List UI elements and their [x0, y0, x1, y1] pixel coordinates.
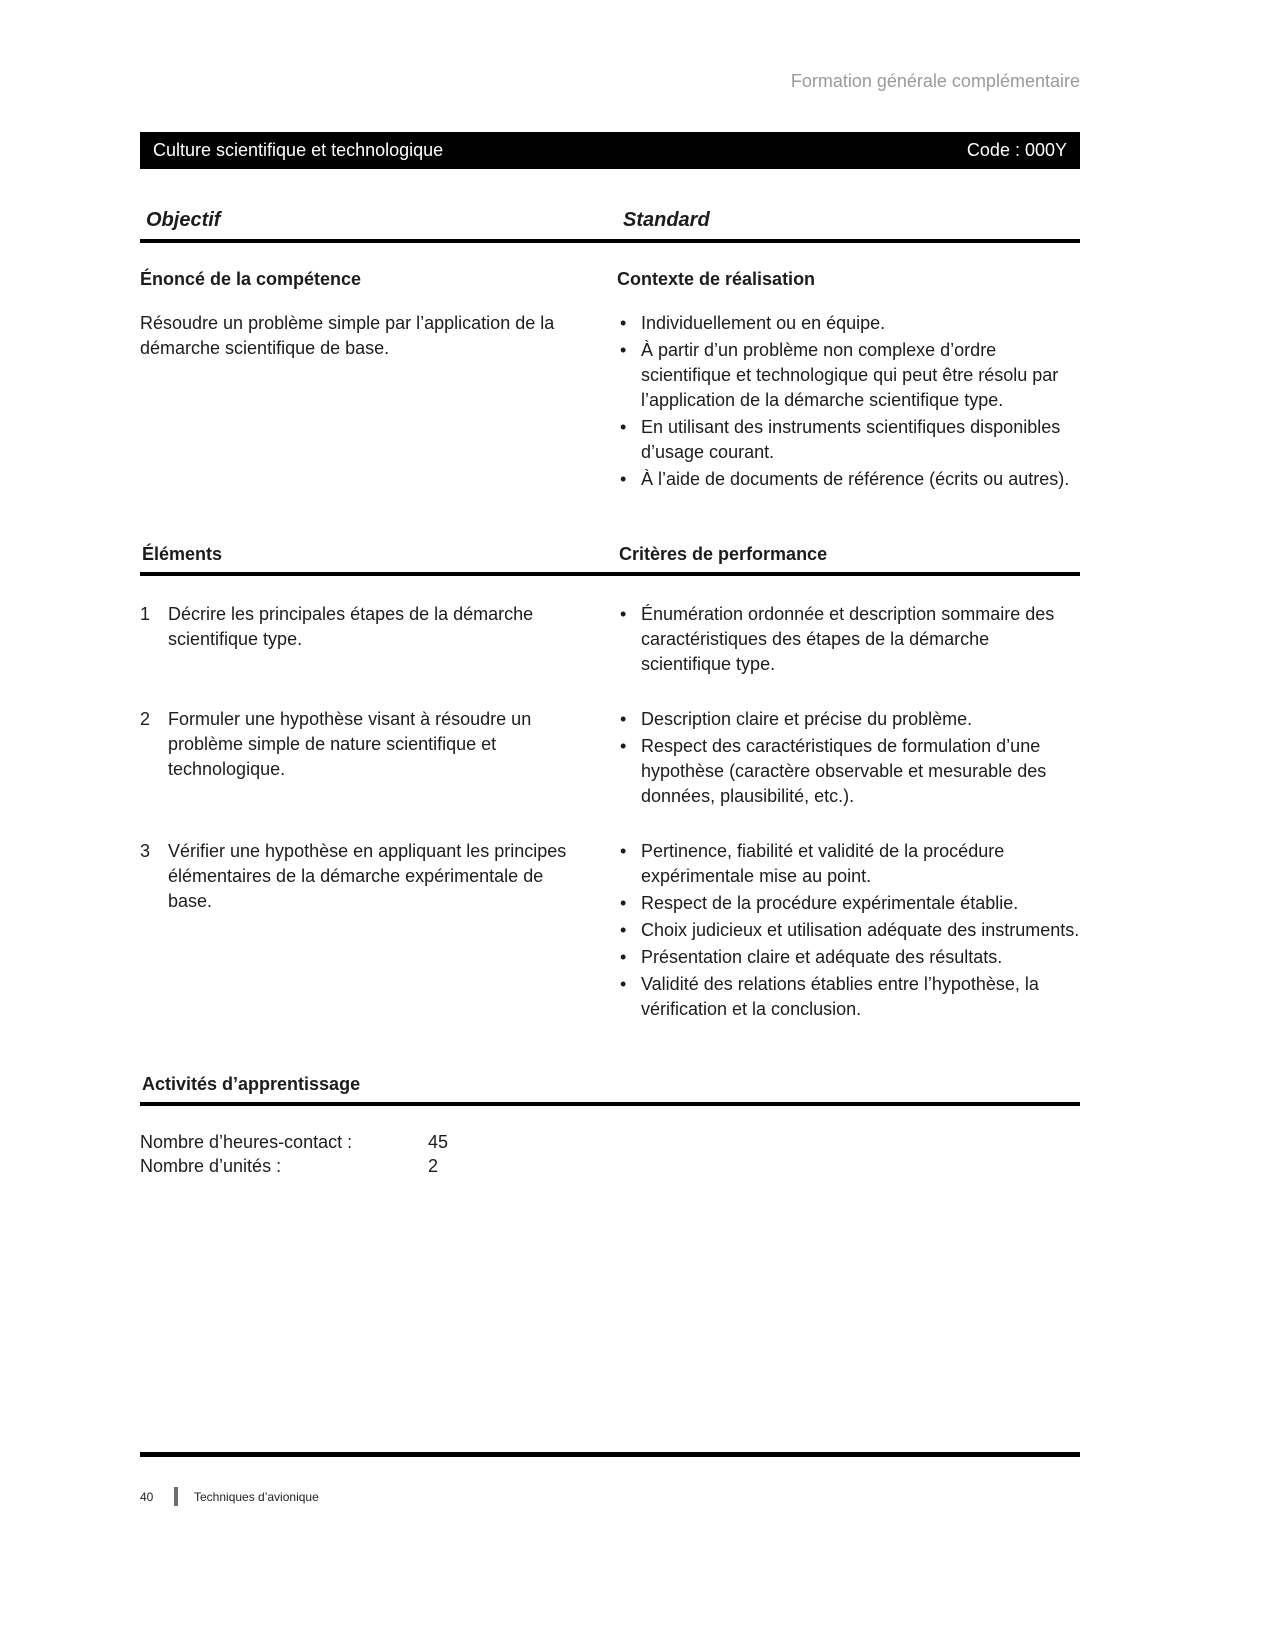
objectif-standard-body	[140, 243, 1080, 494]
element-item	[140, 602, 617, 679]
element-item	[140, 707, 617, 811]
contexte-bullet: • À partir d’un problème non complexe d’ordre scientifique et technologique qui peut être résolu par l’application de la démarche scientifique type.	[617, 338, 1080, 413]
criteria-item: • Pertinence, fiabilité et validité de la procédure expérimentale mise au point.	[617, 839, 1080, 889]
criteria-item: • Choix judicieux et utilisation adéquate des instruments.	[617, 918, 1080, 943]
element-text: Vérifier une hypothèse en appliquant les principes élémentaires de la démarche expérimentale de base.	[168, 841, 567, 911]
standard-column	[617, 243, 1080, 494]
page-number: 40	[140, 1489, 154, 1504]
page-footer	[140, 1452, 1080, 1506]
footer-separator	[174, 1487, 178, 1506]
hours-contact-row	[140, 1130, 1080, 1154]
criteria-item: • Énumération ordonnée et description sommaire des caractéristiques des étapes de la démarche scientifique type.	[617, 602, 1080, 677]
criteria-item: • Validité des relations établies entre l’hypothèse, la vérification et la conclusion.	[617, 972, 1080, 1022]
activities-heading-row	[140, 1074, 1080, 1106]
criteria-item: • Respect des caractéristiques de formulation d’une hypothèse (caractère observable et mesurable des données, plausibilité, etc.).	[617, 734, 1080, 809]
units-value: 2	[428, 1156, 439, 1176]
contexte-bullet-list	[617, 311, 1080, 492]
objectif-column	[140, 243, 617, 494]
course-title: Culture scientifique et technologique	[153, 140, 444, 160]
element-row	[140, 602, 1080, 679]
contexte-title: Contexte de réalisation	[617, 269, 816, 289]
criteria-item: • Présentation claire et adéquate des résultats.	[617, 945, 1080, 970]
element-item	[140, 839, 617, 1024]
hours-contact-value: 45	[428, 1132, 449, 1152]
criteria-list	[617, 602, 1080, 679]
elements-rows	[140, 602, 1080, 1024]
hours-contact-label: Nombre d’heures-contact :	[140, 1132, 353, 1152]
objectif-standard-heading-row	[140, 209, 1080, 243]
criteres-heading: Critères de performance	[619, 544, 828, 564]
activities-heading: Activités d’apprentissage	[142, 1074, 361, 1094]
units-row	[140, 1154, 1080, 1178]
enonce-text: Résoudre un problème simple par l’application de la démarche scientifique de base.	[140, 313, 555, 358]
criteria-item: • Respect de la procédure expérimentale établie.	[617, 891, 1080, 916]
element-row	[140, 707, 1080, 811]
contexte-bullet: • Individuellement ou en équipe.	[617, 311, 1080, 336]
objectif-heading: Objectif	[146, 209, 221, 231]
units-label: Nombre d’unités :	[140, 1156, 282, 1176]
element-text: Formuler une hypothèse visant à résoudre un problème simple de nature scientifique et technologique.	[168, 709, 532, 779]
element-number: 3	[140, 841, 151, 861]
element-number: 2	[140, 709, 151, 729]
criteria-list	[617, 839, 1080, 1024]
footer-program-title: Techniques d’avionique	[194, 1489, 319, 1504]
contexte-bullet: • En utilisant des instruments scientifiques disponibles d’usage courant.	[617, 415, 1080, 465]
enonce-title: Énoncé de la compétence	[140, 269, 362, 289]
elements-criteres-heading-row	[140, 544, 1080, 576]
element-row	[140, 839, 1080, 1024]
element-number: 1	[140, 604, 151, 624]
standard-heading: Standard	[623, 209, 710, 231]
course-code: Code : 000Y	[966, 140, 1067, 160]
elements-heading: Éléments	[142, 544, 223, 564]
element-text: Décrire les principales étapes de la démarche scientifique type.	[168, 604, 534, 649]
hours-block	[140, 1130, 1080, 1178]
contexte-bullet: • À l’aide de documents de référence (écrits ou autres).	[617, 467, 1080, 492]
criteria-list	[617, 707, 1080, 811]
running-header: Formation générale complémentaire	[790, 71, 1080, 91]
course-title-bar	[140, 132, 1080, 169]
criteria-item: • Description claire et précise du problème.	[617, 707, 1080, 732]
